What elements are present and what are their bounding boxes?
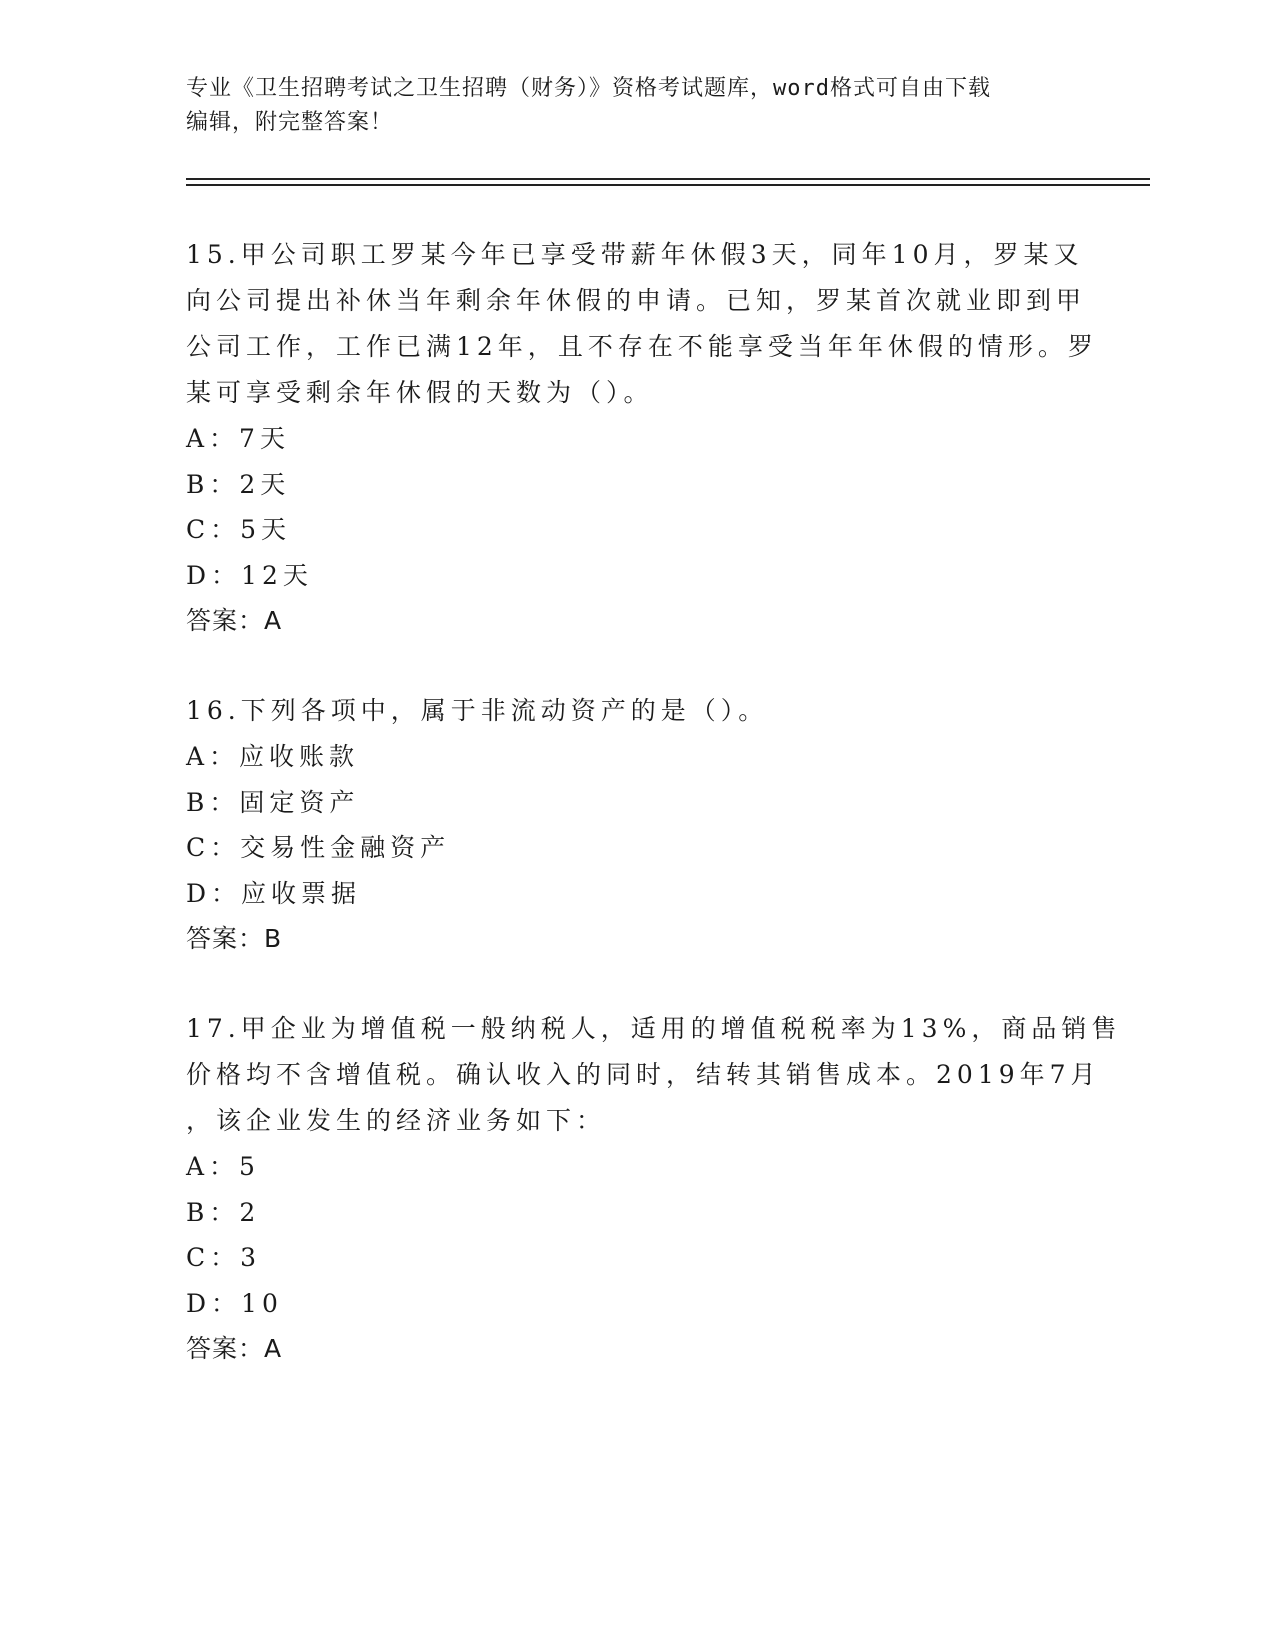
question-15-option-c: C：5天 [186, 515, 292, 544]
question-15-option-a: A：7天 [186, 424, 290, 453]
question-17-line-2: 价格均不含增值税。确认收入的同时，结转其销售成本。2019年7月 [186, 1060, 1101, 1089]
question-15-line-1: 15.甲公司职工罗某今年已享受带薪年休假3天，同年10月，罗某又 [186, 240, 1084, 269]
question-15-line-4: 某可享受剩余年休假的天数为（）。 [186, 378, 654, 407]
question-17 [186, 1006, 1122, 1372]
header-divider-top [186, 178, 1150, 180]
question-17-option-b: B：2 [186, 1197, 261, 1227]
header-divider-bottom [186, 184, 1150, 186]
question-15 [186, 232, 1098, 644]
question-17-option-c: C：3 [186, 1243, 262, 1272]
question-17-option-d: D：10 [186, 1288, 283, 1318]
document-header [186, 72, 1086, 140]
question-15-option-b: B：2天 [186, 469, 291, 499]
question-15-line-2: 向公司提出补休当年剩余年休假的申请。已知，罗某首次就业即到甲 [186, 286, 1087, 315]
question-16-option-c: C：交易性金融资产 [186, 833, 451, 862]
question-15-option-d: D：12天 [186, 560, 313, 590]
header-line-1: 专业《卫生招聘考试之卫生招聘（财务）》资格考试题库，word格式可自由下载 [186, 76, 991, 101]
question-15-line-3: 公司工作，工作已满12年，且不存在不能享受当年年休假的情形。罗 [186, 332, 1098, 361]
question-16-option-a: A：应收账款 [186, 742, 360, 771]
question-16-option-b: B：固定资产 [186, 787, 360, 817]
question-17-option-a: A：5 [186, 1152, 260, 1181]
question-15-answer: 答案：A [186, 606, 283, 635]
question-16 [186, 688, 1086, 962]
question-16-line-1: 16.下列各项中，属于非流动资产的是（）。 [186, 696, 769, 725]
question-17-answer: 答案：A [186, 1334, 283, 1363]
question-16-answer: 答案：B [186, 924, 283, 953]
question-17-line-3: ，该企业发生的经济业务如下： [186, 1106, 607, 1135]
question-17-line-1: 17.甲企业为增值税一般纳税人，适用的增值税税率为13%，商品销售 [186, 1014, 1122, 1043]
question-16-option-d: D：应收票据 [186, 878, 362, 908]
header-line-2: 编辑，附完整答案！ [186, 110, 394, 135]
